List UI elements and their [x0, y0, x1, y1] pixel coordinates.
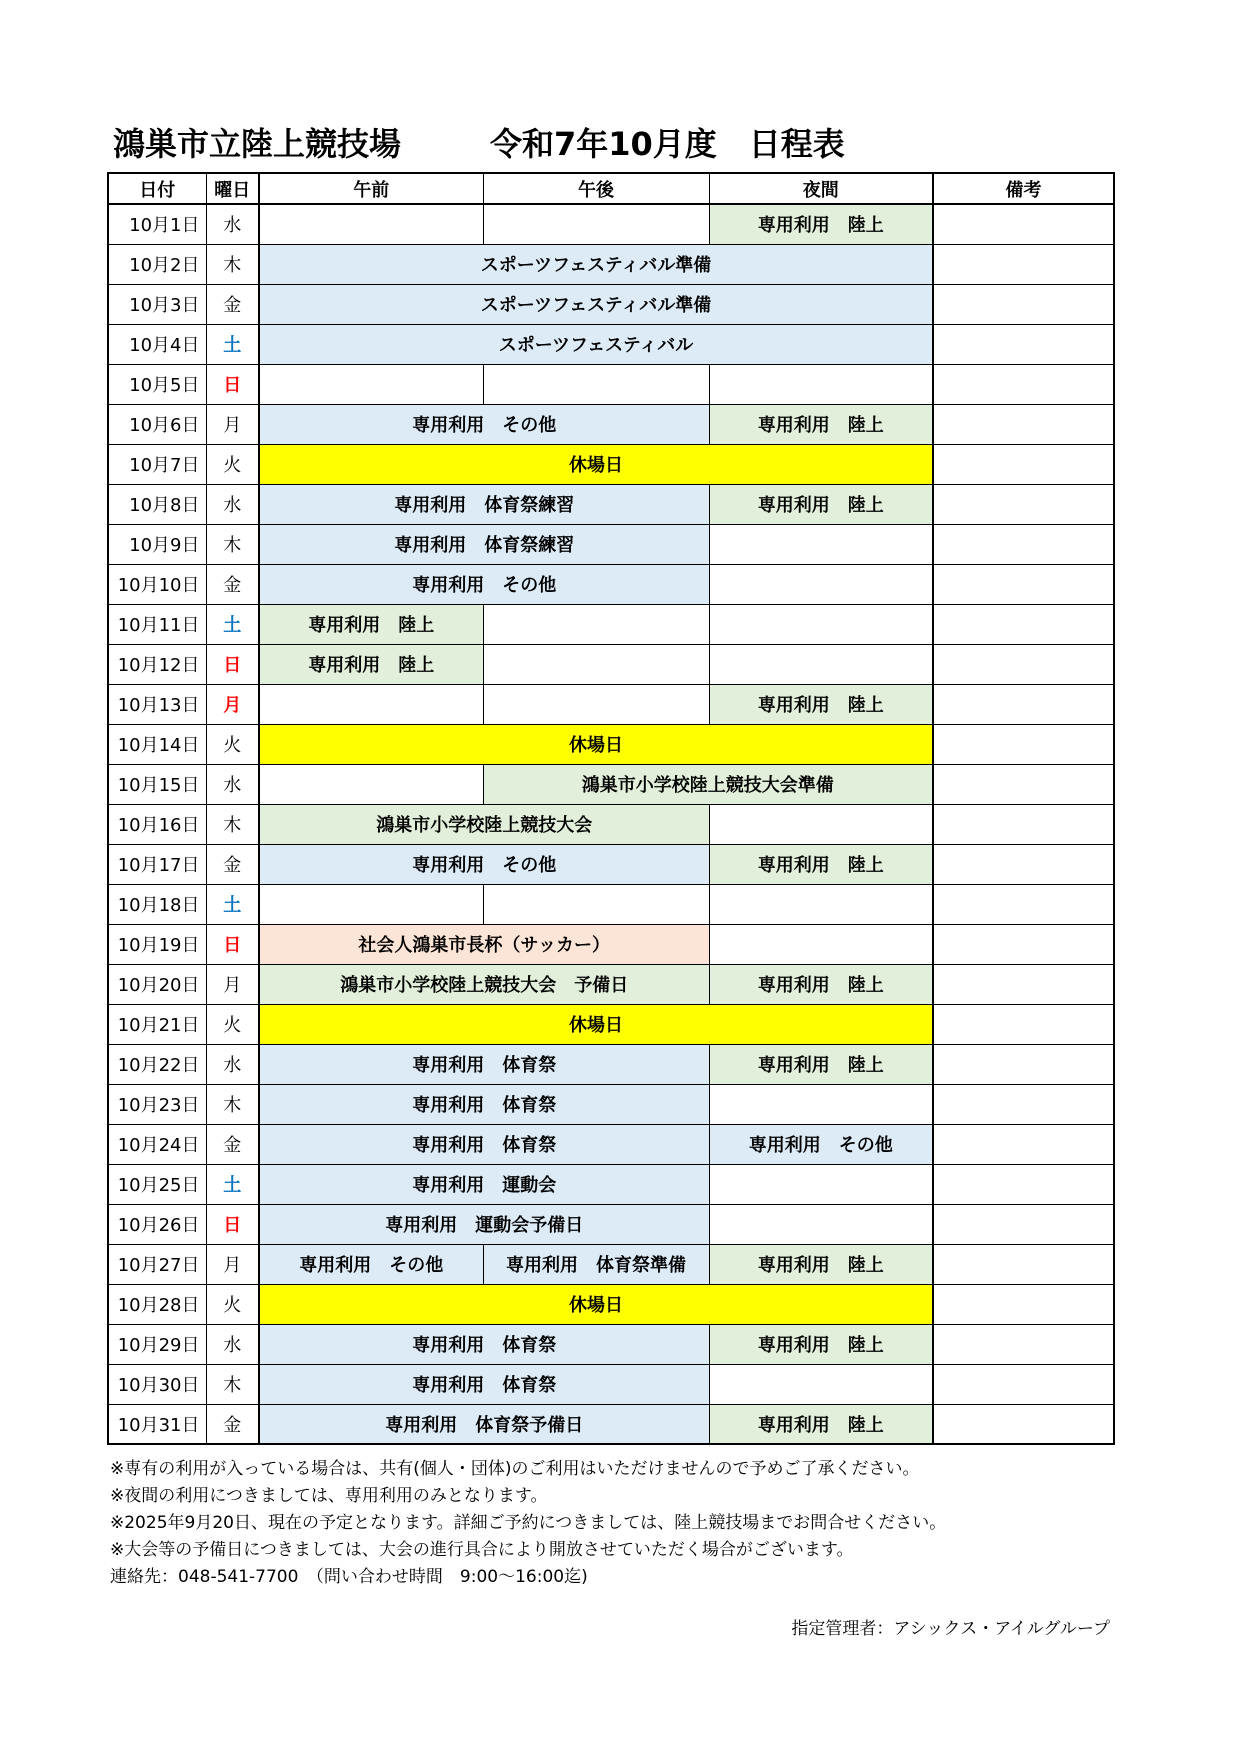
booking-cell: 専用利用 体育祭予備日 [259, 1404, 709, 1444]
date-cell: 10月8日 [108, 484, 206, 524]
booking-cell: 専用利用 体育祭準備 [483, 1244, 709, 1284]
booking-cell: 専用利用 その他 [259, 564, 709, 604]
booking-cell: 専用利用 陸上 [709, 964, 933, 1004]
schedule-table [107, 172, 1115, 1445]
weekday-cell: 水 [206, 764, 259, 804]
booking-cell: 専用利用 陸上 [709, 1044, 933, 1084]
booking-cell: 専用利用 体育祭 [259, 1044, 709, 1084]
booking-cell: 専用利用 陸上 [709, 684, 933, 724]
weekday-cell: 金 [206, 1124, 259, 1164]
booking-cell: 専用利用 体育祭 [259, 1364, 709, 1404]
schedule-row [108, 244, 1114, 284]
notes-cell [933, 1124, 1114, 1164]
booking-cell: 専用利用 体育祭 [259, 1324, 709, 1364]
schedule-row [108, 444, 1114, 484]
schedule-row [108, 1404, 1114, 1444]
booking-cell: 専用利用 体育祭練習 [259, 484, 709, 524]
schedule-row [108, 1244, 1114, 1284]
schedule-row [108, 1284, 1114, 1324]
booking-cell: 休場日 [259, 444, 933, 484]
booking-cell: 専用利用 その他 [709, 1124, 933, 1164]
booking-cell: 専用利用 体育祭 [259, 1084, 709, 1124]
booking-cell: 専用利用 その他 [259, 844, 709, 884]
weekday-cell: 火 [206, 1004, 259, 1044]
booking-cell: 専用利用 その他 [259, 1244, 483, 1284]
date-cell: 10月28日 [108, 1284, 206, 1324]
schedule-row [108, 804, 1114, 844]
schedule-row [108, 1164, 1114, 1204]
notes-cell [933, 524, 1114, 564]
schedule-row [108, 404, 1114, 444]
booking-cell: 専用利用 陸上 [709, 844, 933, 884]
header-row [108, 173, 1114, 204]
schedule-row [108, 1204, 1114, 1244]
notes-cell [933, 924, 1114, 964]
booking-cell [709, 1204, 933, 1244]
date-cell: 10月10日 [108, 564, 206, 604]
weekday-cell: 火 [206, 444, 259, 484]
booking-cell [709, 644, 933, 684]
schedule-row [108, 724, 1114, 764]
booking-cell: 休場日 [259, 1284, 933, 1324]
booking-cell: 専用利用 陸上 [709, 204, 933, 244]
date-cell: 10月13日 [108, 684, 206, 724]
booking-cell [709, 924, 933, 964]
schedule-row [108, 324, 1114, 364]
booking-cell: スポーツフェスティバル準備 [259, 244, 933, 284]
header-notes: 備考 [933, 173, 1114, 204]
weekday-cell: 木 [206, 1364, 259, 1404]
booking-cell [709, 604, 933, 644]
date-cell: 10月27日 [108, 1244, 206, 1284]
weekday-cell: 火 [206, 1284, 259, 1324]
notes-cell [933, 604, 1114, 644]
booking-cell: 専用利用 体育祭練習 [259, 524, 709, 564]
header-date: 日付 [108, 173, 206, 204]
schedule-row [108, 364, 1114, 404]
date-cell: 10月11日 [108, 604, 206, 644]
date-cell: 10月31日 [108, 1404, 206, 1444]
weekday-cell: 水 [206, 1324, 259, 1364]
weekday-cell: 木 [206, 1084, 259, 1124]
notes-cell [933, 644, 1114, 684]
weekday-cell: 月 [206, 404, 259, 444]
notes-cell [933, 1244, 1114, 1284]
booking-cell [709, 1164, 933, 1204]
booking-cell [259, 684, 483, 724]
weekday-cell: 水 [206, 204, 259, 244]
weekday-cell: 金 [206, 284, 259, 324]
contact-line: 連絡先：048-541-7700 （問い合わせ時間 9:00～16:00迄) [110, 1567, 588, 1587]
weekday-cell: 土 [206, 604, 259, 644]
booking-cell: 専用利用 陸上 [259, 604, 483, 644]
booking-cell [483, 684, 709, 724]
notes-cell [933, 404, 1114, 444]
date-cell: 10月12日 [108, 644, 206, 684]
weekday-cell: 土 [206, 324, 259, 364]
weekday-cell: 火 [206, 724, 259, 764]
notes-cell [933, 1084, 1114, 1124]
notes-cell [933, 1364, 1114, 1404]
schedule-row [108, 644, 1114, 684]
date-cell: 10月4日 [108, 324, 206, 364]
date-cell: 10月3日 [108, 284, 206, 324]
date-cell: 10月17日 [108, 844, 206, 884]
date-cell: 10月21日 [108, 1004, 206, 1044]
schedule-body [108, 204, 1114, 1444]
notes-cell [933, 444, 1114, 484]
booking-cell: 専用利用 体育祭 [259, 1124, 709, 1164]
booking-cell: 鴻巣市小学校陸上競技大会 予備日 [259, 964, 709, 1004]
notes-cell [933, 684, 1114, 724]
date-cell: 10月5日 [108, 364, 206, 404]
booking-cell: スポーツフェスティバル準備 [259, 284, 933, 324]
weekday-cell: 月 [206, 1244, 259, 1284]
weekday-cell: 日 [206, 1204, 259, 1244]
notes-cell [933, 484, 1114, 524]
notes-cell [933, 1284, 1114, 1324]
schedule-row [108, 884, 1114, 924]
date-cell: 10月19日 [108, 924, 206, 964]
notes-cell [933, 1004, 1114, 1044]
booking-cell [483, 364, 709, 404]
booking-cell: 専用利用 運動会予備日 [259, 1204, 709, 1244]
footnotes [110, 1456, 946, 1591]
weekday-cell: 木 [206, 244, 259, 284]
schedule-row [108, 1124, 1114, 1164]
booking-cell [259, 364, 483, 404]
date-cell: 10月26日 [108, 1204, 206, 1244]
header-morning: 午前 [259, 173, 483, 204]
schedule-row [108, 764, 1114, 804]
booking-cell: 専用利用 陸上 [259, 644, 483, 684]
date-cell: 10月22日 [108, 1044, 206, 1084]
booking-cell [259, 884, 483, 924]
date-cell: 10月23日 [108, 1084, 206, 1124]
schedule-header [108, 173, 1114, 204]
booking-cell [259, 204, 483, 244]
notes-cell [933, 844, 1114, 884]
notes-cell [933, 804, 1114, 844]
booking-cell [709, 1364, 933, 1404]
schedule-row [108, 964, 1114, 1004]
booking-cell: 休場日 [259, 724, 933, 764]
schedule-row [108, 1084, 1114, 1124]
booking-cell: 専用利用 陸上 [709, 404, 933, 444]
schedule-row [108, 484, 1114, 524]
schedule-row [108, 524, 1114, 564]
notes-cell [933, 564, 1114, 604]
designated-manager: 指定管理者：アシックス・アイルグループ [791, 1619, 1110, 1639]
date-cell: 10月14日 [108, 724, 206, 764]
booking-cell [483, 604, 709, 644]
booking-cell [709, 364, 933, 404]
weekday-cell: 月 [206, 684, 259, 724]
date-cell: 10月18日 [108, 884, 206, 924]
footnote-line: ※2025年9月20日、現在の予定となります。詳細ご予約につきましては、陸上競技場までお問合せください。 [110, 1513, 947, 1533]
notes-cell [933, 1164, 1114, 1204]
date-cell: 10月7日 [108, 444, 206, 484]
date-cell: 10月29日 [108, 1324, 206, 1364]
schedule-row [108, 1044, 1114, 1084]
notes-cell [933, 724, 1114, 764]
notes-cell [933, 364, 1114, 404]
date-cell: 10月9日 [108, 524, 206, 564]
weekday-cell: 土 [206, 1164, 259, 1204]
booking-cell: 鴻巣市小学校陸上競技大会準備 [483, 764, 933, 804]
schedule-row [108, 844, 1114, 884]
booking-cell: 専用利用 運動会 [259, 1164, 709, 1204]
booking-cell [709, 564, 933, 604]
booking-cell: 休場日 [259, 1004, 933, 1044]
date-cell: 10月25日 [108, 1164, 206, 1204]
notes-cell [933, 1044, 1114, 1084]
footnote-line: ※夜間の利用につきましては、専用利用のみとなります。 [110, 1486, 548, 1506]
date-cell: 10月20日 [108, 964, 206, 1004]
weekday-cell: 水 [206, 1044, 259, 1084]
booking-cell [259, 764, 483, 804]
weekday-cell: 水 [206, 484, 259, 524]
weekday-cell: 日 [206, 924, 259, 964]
booking-cell [483, 884, 709, 924]
date-cell: 10月16日 [108, 804, 206, 844]
weekday-cell: 金 [206, 564, 259, 604]
date-cell: 10月1日 [108, 204, 206, 244]
footnote-line: ※専有の利用が入っている場合は、共有(個人・団体)のご利用はいただけませんので予めご了承ください。 [110, 1459, 920, 1479]
schedule-row [108, 284, 1114, 324]
date-cell: 10月2日 [108, 244, 206, 284]
booking-cell: 鴻巣市小学校陸上競技大会 [259, 804, 709, 844]
header-afternoon: 午後 [483, 173, 709, 204]
weekday-cell: 土 [206, 884, 259, 924]
weekday-cell: 月 [206, 964, 259, 1004]
booking-cell [483, 644, 709, 684]
schedule-row [108, 1324, 1114, 1364]
booking-cell [483, 204, 709, 244]
booking-cell: 専用利用 陸上 [709, 1404, 933, 1444]
booking-cell [709, 524, 933, 564]
schedule-row [108, 604, 1114, 644]
notes-cell [933, 324, 1114, 364]
weekday-cell: 日 [206, 644, 259, 684]
booking-cell [709, 804, 933, 844]
schedule-row [108, 684, 1114, 724]
notes-cell [933, 1324, 1114, 1364]
notes-cell [933, 964, 1114, 1004]
weekday-cell: 金 [206, 844, 259, 884]
notes-cell [933, 244, 1114, 284]
notes-cell [933, 1204, 1114, 1244]
date-cell: 10月24日 [108, 1124, 206, 1164]
booking-cell: 専用利用 陸上 [709, 1244, 933, 1284]
schedule-row [108, 1364, 1114, 1404]
booking-cell: 専用利用 陸上 [709, 484, 933, 524]
weekday-cell: 木 [206, 804, 259, 844]
facility-title: 鴻巣市立陸上競技場 [113, 125, 402, 163]
header-night: 夜間 [709, 173, 933, 204]
schedule-row [108, 564, 1114, 604]
notes-cell [933, 764, 1114, 804]
date-cell: 10月6日 [108, 404, 206, 444]
booking-cell: 専用利用 陸上 [709, 1324, 933, 1364]
notes-cell [933, 1404, 1114, 1444]
schedule-period-title: 令和7年10月度 日程表 [490, 125, 845, 163]
weekday-cell: 木 [206, 524, 259, 564]
booking-cell [709, 1084, 933, 1124]
date-cell: 10月30日 [108, 1364, 206, 1404]
schedule-row [108, 924, 1114, 964]
notes-cell [933, 284, 1114, 324]
header-weekday: 曜日 [206, 173, 259, 204]
weekday-cell: 日 [206, 364, 259, 404]
booking-cell: スポーツフェスティバル [259, 324, 933, 364]
notes-cell [933, 884, 1114, 924]
booking-cell [709, 884, 933, 924]
schedule-row [108, 1004, 1114, 1044]
schedule-row [108, 204, 1114, 244]
booking-cell: 専用利用 その他 [259, 404, 709, 444]
notes-cell [933, 204, 1114, 244]
booking-cell: 社会人鴻巣市長杯（サッカー） [259, 924, 709, 964]
weekday-cell: 金 [206, 1404, 259, 1444]
date-cell: 10月15日 [108, 764, 206, 804]
footnote-line: ※大会等の予備日につきましては、大会の進行具合により開放させていただく場合がございます。 [110, 1540, 854, 1560]
